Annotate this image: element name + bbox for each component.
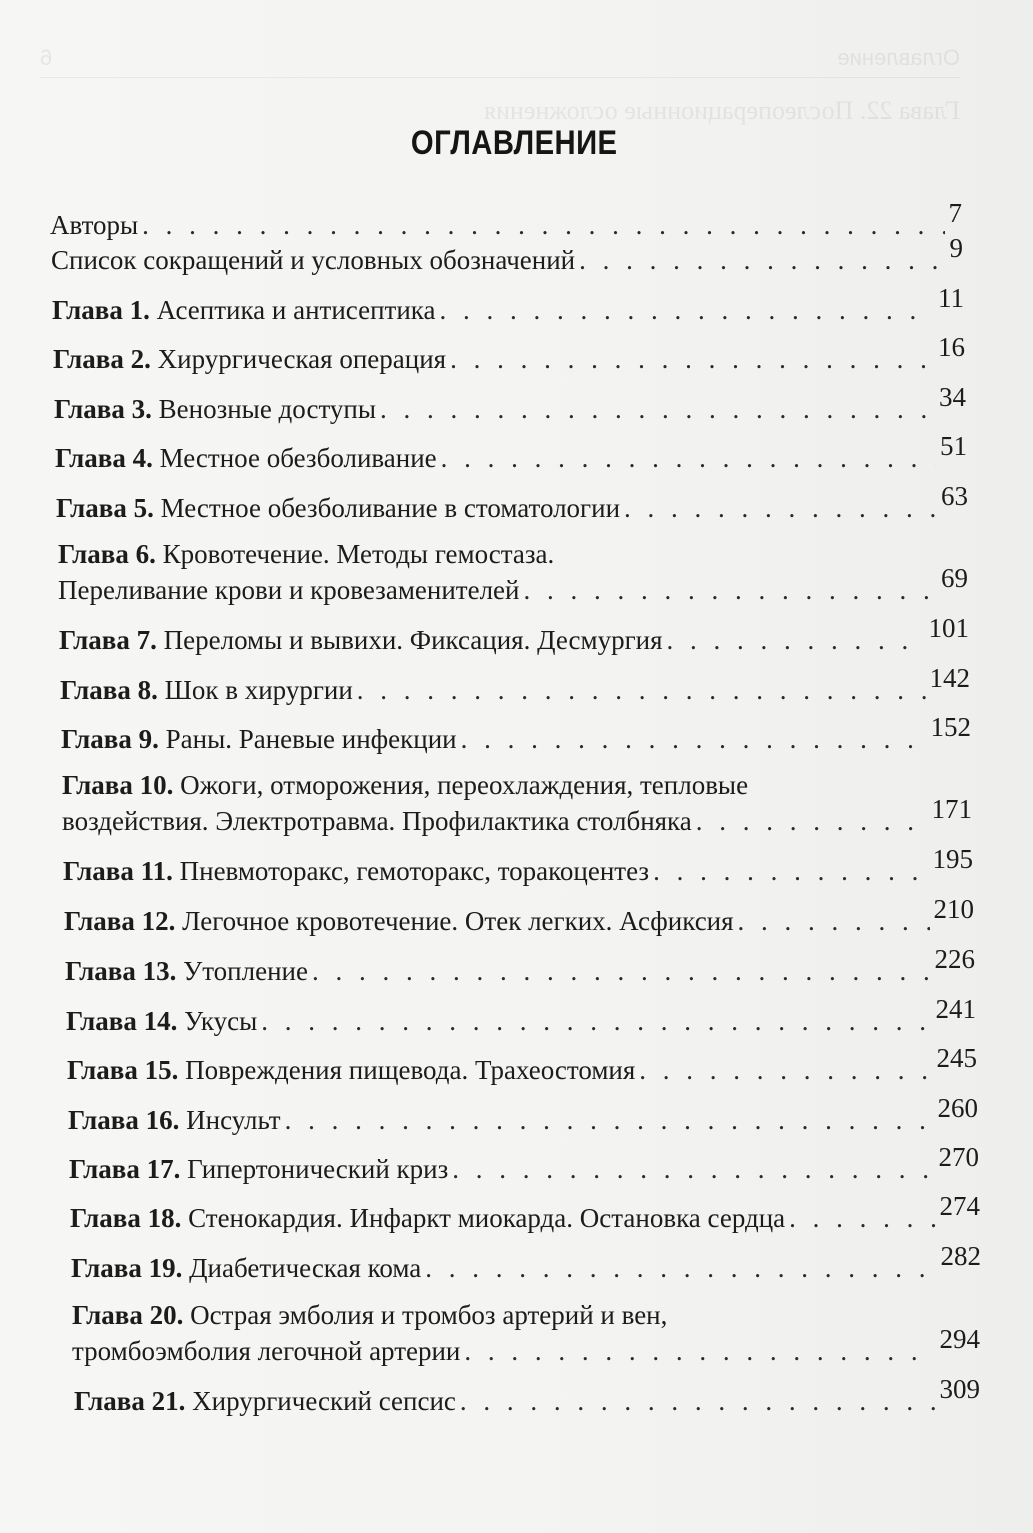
leader-dots [142, 207, 944, 243]
chapter-number: Глава 3. [54, 394, 152, 424]
toc-entry [55, 431, 967, 476]
page-number: 51 [940, 431, 967, 461]
chapter-number: Глава 1. [52, 295, 150, 325]
leader-dots [624, 490, 937, 526]
leader-dots [653, 853, 928, 889]
leader-dots [312, 953, 931, 989]
toc-entry [50, 198, 962, 243]
page-number: 16 [938, 332, 965, 362]
entry-title: Хирургическая операция [157, 344, 447, 374]
chapter-number: Глава 13. [65, 956, 177, 986]
toc-entry [61, 712, 971, 757]
leader-dots [524, 572, 938, 608]
leader-dots [261, 1003, 931, 1039]
bleed-through-text: Оглавление 6 Глава 22. Послеоперационные осложнения [40, 45, 960, 125]
toc-entry [74, 1374, 980, 1419]
toc-entry [58, 536, 968, 608]
entry-title: Ожоги, отморожения, переохлаждения, тепловые [180, 770, 749, 800]
chapter-number: Глава 5. [56, 493, 154, 523]
page-number: 101 [928, 613, 969, 643]
leader-dots [639, 1052, 932, 1088]
entry-title: Острая эмболия и тромбоз артерий и вен, [190, 1300, 668, 1330]
leader-dots [738, 903, 930, 939]
leader-dots [464, 1333, 935, 1369]
toc-entry [66, 994, 976, 1039]
page-number: 294 [939, 1324, 980, 1354]
page-number: 274 [939, 1191, 980, 1221]
toc-entry [51, 233, 963, 278]
entry-title: Раны. Раневые инфекции [165, 724, 457, 754]
toc-entry [60, 663, 970, 708]
leader-dots [380, 391, 935, 427]
page-number: 309 [939, 1374, 980, 1404]
toc-entry [56, 481, 968, 526]
entry-title: Асептика и антисептика [156, 295, 436, 325]
chapter-number: Глава 6. [58, 539, 156, 569]
entry-title: Гипертонический криз [187, 1154, 449, 1184]
page-number: 34 [939, 382, 966, 412]
chapter-number: Глава 11. [63, 856, 173, 886]
page-number: 260 [937, 1093, 978, 1123]
chapter-number: Глава 21. [74, 1386, 186, 1416]
entry-title: Список сокращений и условных обозначений [51, 245, 576, 275]
toc-entry [72, 1297, 980, 1369]
toc-entry [53, 332, 965, 377]
leader-dots [450, 341, 934, 377]
leader-dots [425, 1250, 936, 1286]
page-number: 282 [940, 1241, 981, 1271]
chapter-number: Глава 8. [60, 675, 158, 705]
toc-entry [59, 613, 969, 658]
entry-title: Стенокардия. Инфаркт миокарда. Остановка сердца [188, 1203, 786, 1233]
entry-title: Авторы [50, 210, 139, 240]
toc-entry [67, 1043, 977, 1088]
leader-dots [667, 622, 925, 658]
chapter-number: Глава 14. [66, 1006, 178, 1036]
leader-dots [696, 803, 928, 839]
leader-dots [357, 672, 926, 708]
toc-entry [69, 1142, 979, 1187]
page-number: 171 [931, 794, 972, 824]
chapter-number: Глава 19. [71, 1253, 183, 1283]
entry-title: Пневмоторакс, гемоторакс, торакоцентез [179, 856, 650, 886]
chapter-number: Глава 2. [53, 344, 151, 374]
page-number: 9 [949, 233, 963, 263]
toc-entry [62, 767, 972, 839]
entry-title: Шок в хирургии [164, 675, 353, 705]
entry-title: Хирургический сепсис [192, 1386, 456, 1416]
page-title: ОГЛАВЛЕНИЕ [410, 124, 618, 162]
entry-title: Венозные доступы [158, 394, 376, 424]
entry-title-continued: воздействия. Электротравма. Профилактика столбняка [62, 806, 692, 836]
entry-title: Диабетическая кома [189, 1253, 422, 1283]
toc-entry [63, 844, 973, 889]
entry-title: Кровотечение. Методы гемостаза. [162, 539, 555, 569]
entry-title: Укусы [184, 1006, 258, 1036]
toc-entry [68, 1093, 978, 1138]
entry-title-continued: Переливание крови и кровезаменителей [58, 575, 520, 605]
leader-dots [579, 242, 945, 278]
page-number: 245 [936, 1043, 977, 1073]
entry-title: Переломы и вывихи. Фиксация. Десмургия [163, 625, 663, 655]
chapter-number: Глава 16. [68, 1105, 180, 1135]
chapter-number: Глава 17. [69, 1154, 181, 1184]
leader-dots [441, 440, 936, 476]
chapter-number: Глава 15. [67, 1055, 179, 1085]
page-number: 63 [941, 481, 968, 511]
page-number: 241 [935, 994, 976, 1024]
leader-dots [452, 1151, 934, 1187]
chapter-number: Глава 4. [55, 443, 153, 473]
page-number: 270 [938, 1142, 979, 1172]
toc-entry [65, 944, 975, 989]
page-number: 195 [932, 844, 973, 874]
toc-entry [71, 1241, 981, 1286]
chapter-number: Глава 20. [72, 1300, 184, 1330]
page-number: 226 [934, 944, 975, 974]
leader-dots [461, 721, 927, 757]
leader-dots [439, 292, 934, 328]
toc-entry [70, 1191, 980, 1236]
toc-entry [52, 283, 964, 328]
page-number: 7 [948, 198, 962, 228]
toc-entry [64, 894, 974, 939]
page-number: 152 [930, 712, 971, 742]
leader-dots [460, 1383, 936, 1419]
entry-title: Местное обезболивание [159, 443, 437, 473]
leader-dots [789, 1200, 935, 1236]
entry-title: Инсульт [186, 1105, 281, 1135]
chapter-number: Глава 9. [61, 724, 159, 754]
entry-title-continued: тромбоэмболия легочной артерии [72, 1336, 461, 1366]
entry-title: Утопление [183, 956, 308, 986]
page-number: 11 [938, 283, 964, 313]
page-number: 142 [929, 663, 970, 693]
chapter-number: Глава 7. [59, 625, 157, 655]
chapter-number: Глава 18. [70, 1203, 182, 1233]
leader-dots [285, 1102, 934, 1138]
page-number: 69 [941, 563, 968, 593]
chapter-number: Глава 12. [64, 906, 176, 936]
entry-title: Легочное кровотечение. Отек легких. Асфиксия [182, 906, 734, 936]
entry-title: Местное обезболивание в стоматологии [160, 493, 621, 523]
entry-title: Повреждения пищевода. Трахеостомия [185, 1055, 636, 1085]
chapter-number: Глава 10. [62, 770, 174, 800]
toc-entry [54, 382, 966, 427]
page-number: 210 [933, 894, 974, 924]
